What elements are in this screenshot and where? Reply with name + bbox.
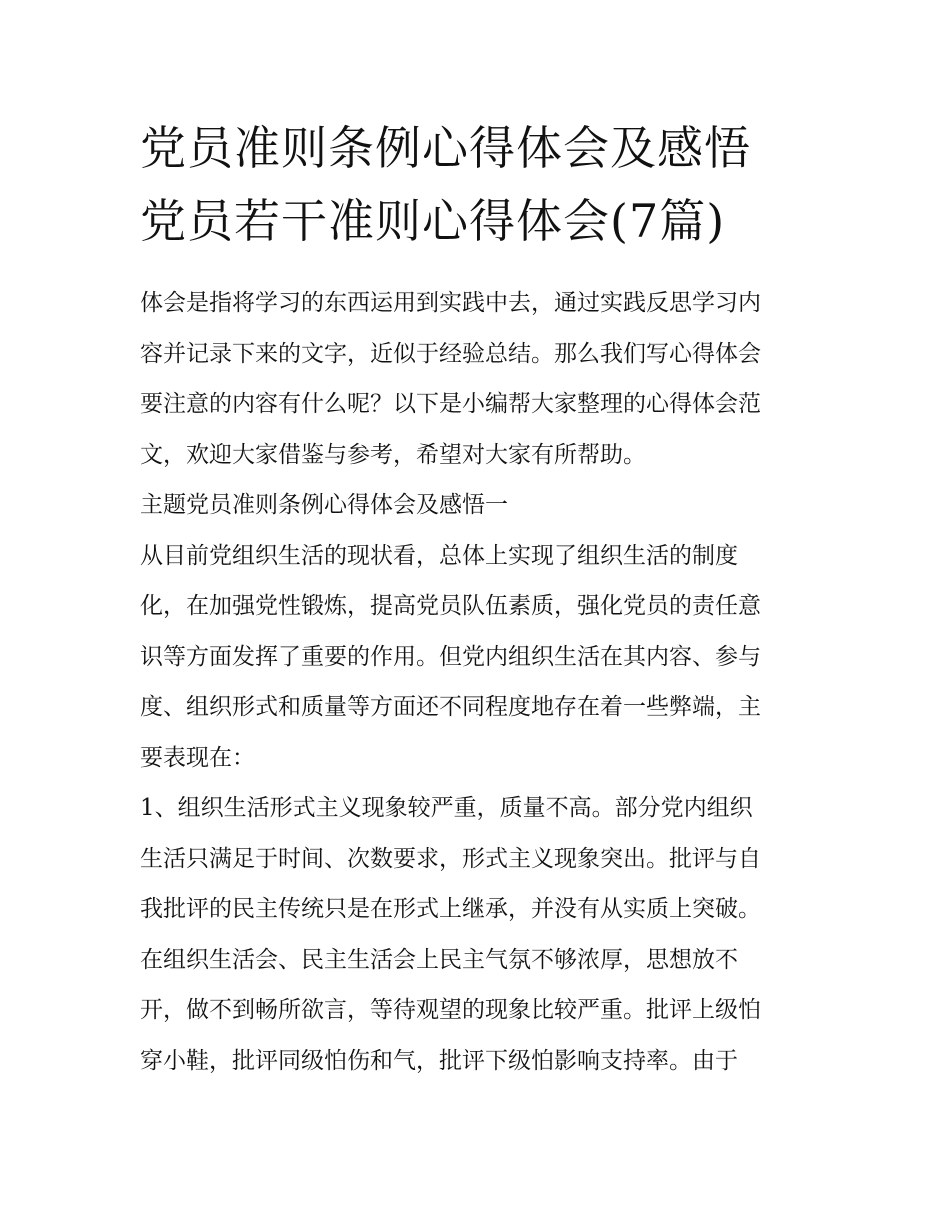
title-line: 党员准则条例心得体会及感悟 [140,121,751,175]
title-line: 党员若干准则心得体会(7篇) [140,194,726,248]
document-body [140,112,820,1086]
text-line: 文，欢迎大家借鉴与参考，希望对大家有所帮助。 [140,441,646,468]
text-line: 识等方面发挥了重要的作用。但党内组织生活在其内容、参与 [140,643,761,670]
text-line: 体会是指将学习的东西运用到实践中去，通过实践反思学习内 [140,290,761,316]
intro-paragraph [140,278,820,480]
numbered-paragraph [140,783,820,1086]
text-line: 1、组织生活形式主义现象较严重，质量不高。部分党内组织 [140,795,753,821]
text-line: 容并记录下来的文字，近似于经验总结。那么我们写心得体会 [140,340,761,367]
text-line: 从目前党组织生活的现状看，总体上实现了组织生活的制度 [140,542,738,569]
text-line: 主题党员准则条例心得体会及感悟一 [140,492,508,518]
text-line: 在组织生活会、民主生活会上民主气氛不够浓厚，思想放不 [140,946,738,973]
text-line: 穿小鞋，批评同级怕伤和气，批评下级怕影响支持率。由于 [140,1047,738,1074]
body-paragraph [140,531,820,784]
text-line: 生活只满足于时间、次数要求，形式主义现象突出。批评与自 [140,845,761,872]
document-title [140,112,820,258]
section-heading [140,480,820,531]
text-line: 要注意的内容有什么呢？以下是小编帮大家整理的心得体会范 [140,391,761,417]
text-line: 要表现在： [140,744,255,771]
text-line: 度、组织形式和质量等方面还不同程度地存在着一些弊端，主 [140,694,761,720]
text-line: 化，在加强党性锻炼，提高党员队伍素质，强化党员的责任意 [140,593,761,619]
text-line: 我批评的民主传统只是在形式上继承，并没有从实质上突破。 [140,896,761,922]
text-line: 开，做不到畅所欲言，等待观望的现象比较严重。批评上级怕 [140,997,761,1023]
